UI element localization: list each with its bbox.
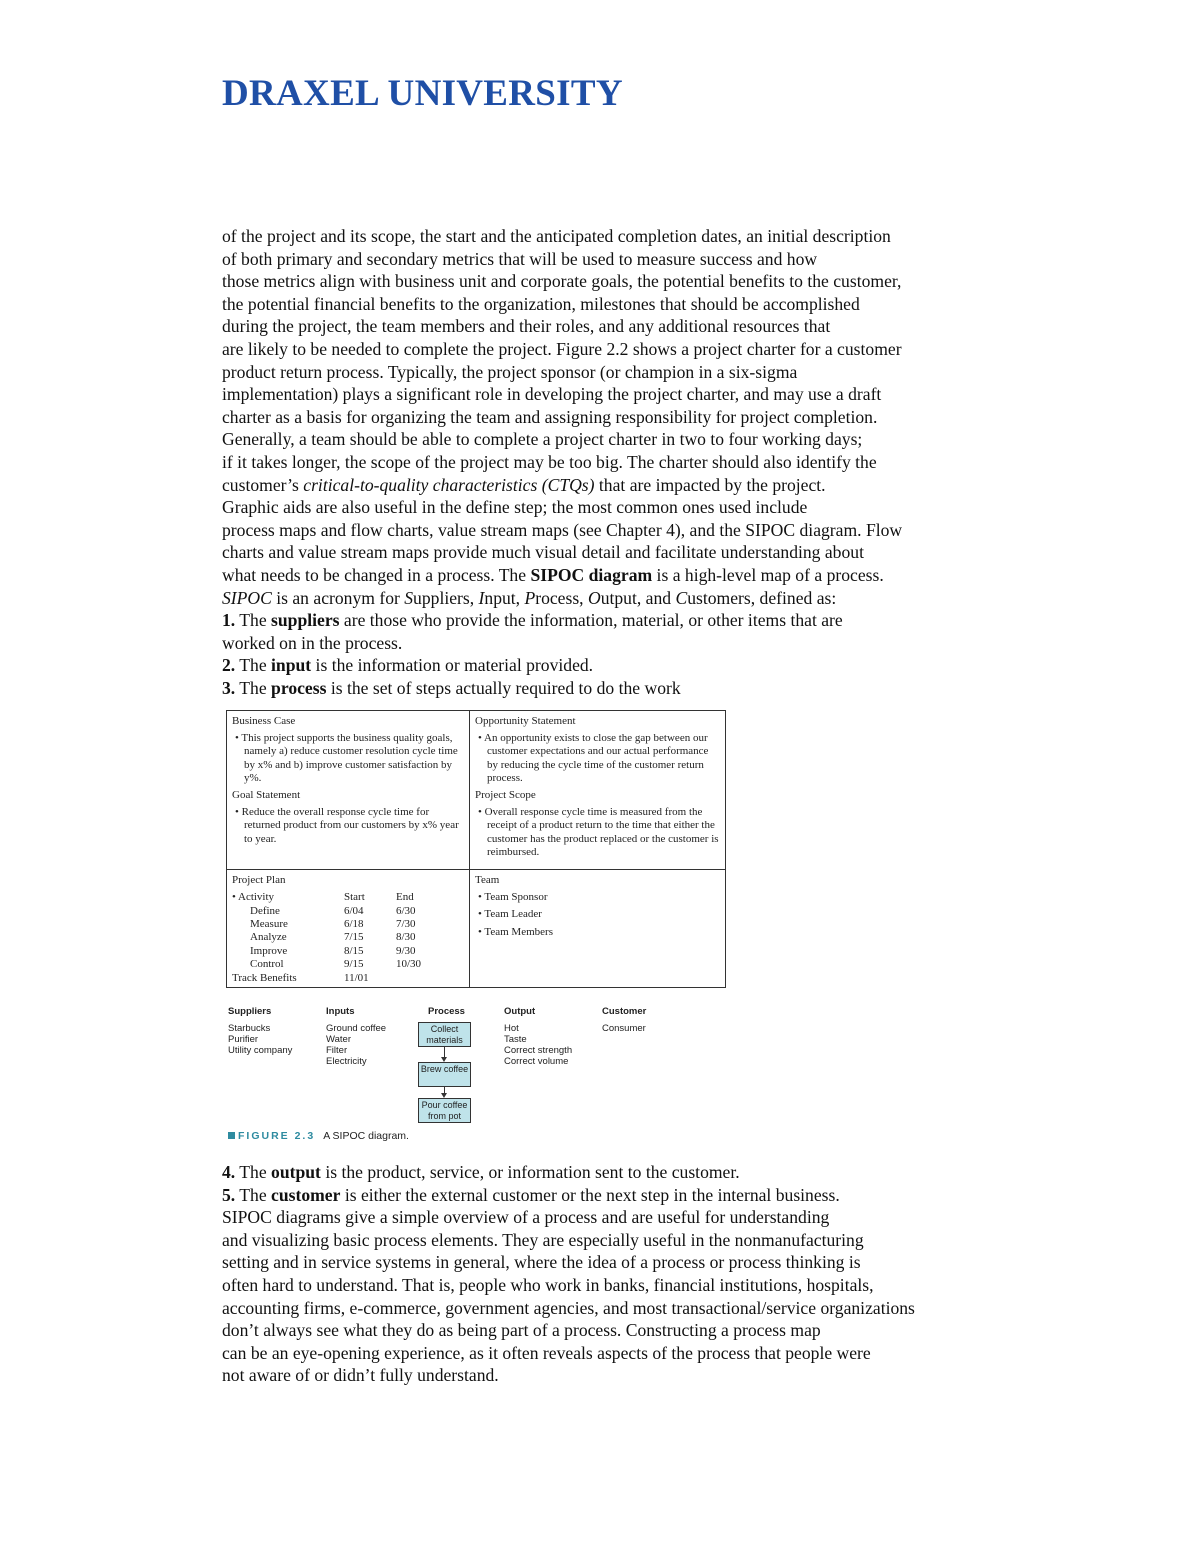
team-member-item: • Team Members <box>478 925 553 938</box>
bold-run: 5. <box>222 1184 236 1205</box>
process-heading: Process <box>428 1006 465 1017</box>
output-item: Correct strength <box>504 1045 573 1056</box>
opportunity-bullet: • An opportunity exists to close the gap between our customer expectations and our actual performance by reducing the cycle time of the customer return process. <box>478 732 709 784</box>
business-case-cell <box>227 711 470 870</box>
plan-activity-cell: Track Benefits <box>232 971 297 984</box>
text-run: accounting firms, e-commerce, government agencies, and most transactional/service organizations <box>222 1297 915 1318</box>
text-line <box>222 632 1012 655</box>
text-run: don’t always see what they do as being part of a process. Constructing a process map <box>222 1320 821 1341</box>
plan-end-cell: 9/30 <box>396 944 416 957</box>
text-line <box>222 541 1012 564</box>
plan-end-cell: 8/30 <box>396 931 416 944</box>
university-title: DRAXEL UNIVERSITY <box>222 73 623 114</box>
text-run: and visualizing basic process elements. They are especially useful in the nonmanufacturing <box>222 1229 864 1250</box>
project-plan-rows <box>232 905 464 985</box>
text-run: is the information or material provided. <box>311 655 594 676</box>
plan-start-cell: 7/15 <box>344 931 364 944</box>
process-step-box: Pour coffee from pot <box>418 1098 471 1123</box>
team-cell <box>470 870 725 987</box>
text-run: is a high-level map of a process. <box>652 564 884 585</box>
project-plan-header-row <box>232 891 464 904</box>
italic-run: critical-to-quality characteristics (CTQs) <box>303 474 595 495</box>
project-plan-cell <box>227 870 470 987</box>
figure-caption-text: A SIPOC diagram. <box>323 1130 409 1142</box>
text-run: charter as a basis for organizing the team and assigning responsibility for project completion. <box>222 406 878 427</box>
output-item: Correct volume <box>504 1056 569 1067</box>
bold-run: suppliers <box>271 610 340 631</box>
supplier-item: Starbucks <box>228 1023 271 1034</box>
plan-activity-cell: Control <box>250 958 284 971</box>
text-line <box>222 1251 1012 1274</box>
text-run: is an acronym for <box>271 587 405 608</box>
opportunity-cell <box>470 711 725 870</box>
text-run: often hard to understand. That is, people who work in banks, financial institutions, hospitals, <box>222 1274 874 1295</box>
text-line <box>222 564 1012 587</box>
project-scope-bullet: • Overall response cycle time is measured from the receipt of a product return to the time that either the customer has the product replaced or the customer is reimbursed. <box>478 806 719 858</box>
text-run: is the product, service, or information sent to the customer. <box>320 1162 740 1182</box>
sipoc-suppliers-column <box>228 1006 292 1056</box>
text-run: of the project and its scope, the start and the anticipated completion dates, an initial description <box>222 226 891 246</box>
plan-start-cell: 11/01 <box>344 971 369 984</box>
text-run: that are impacted by the project. <box>594 474 826 495</box>
text-run: The <box>235 655 272 676</box>
customer-item: Consumer <box>602 1023 646 1034</box>
plan-start-cell: 6/04 <box>344 904 364 917</box>
text-line <box>222 1229 1012 1252</box>
text-run: is the set of steps actually required to do the work <box>326 677 681 698</box>
customer-heading: Customer <box>602 1006 647 1017</box>
plan-start-cell: 9/15 <box>344 958 364 971</box>
bold-run: 4. <box>222 1162 236 1182</box>
plan-start-cell: 8/15 <box>344 944 364 957</box>
input-item: Filter <box>326 1045 348 1056</box>
text-line <box>222 315 1012 338</box>
project-plan-row <box>232 945 464 958</box>
italic-run: O <box>587 587 601 608</box>
text-run: are likely to be needed to complete the project. Figure 2.2 shows a project charter for a customer <box>222 338 902 359</box>
text-run: what needs to be changed in a process. The <box>222 564 531 585</box>
text-run: during the project, the team members and their roles, and any additional resources that <box>222 316 831 337</box>
text-run: The <box>235 610 272 631</box>
caption-square-icon <box>228 1132 235 1139</box>
figure-caption <box>228 1130 409 1142</box>
project-plan-row <box>232 905 464 918</box>
text-line <box>222 1274 1012 1297</box>
end-column-header: End <box>396 891 414 904</box>
bold-run: customer <box>271 1184 341 1205</box>
italic-run: I <box>478 587 485 608</box>
process-step-box: Brew coffee <box>418 1062 471 1087</box>
text-line <box>222 338 1012 361</box>
italic-run: S <box>404 587 414 608</box>
text-line <box>222 1184 1012 1207</box>
plan-activity-cell: Improve <box>250 944 288 957</box>
project-scope-heading: Project Scope <box>475 789 536 802</box>
bold-run: input <box>271 655 312 676</box>
text-run: if it takes longer, the scope of the project may be too big. The charter should also identify the <box>222 451 877 472</box>
team-heading: Team <box>475 874 500 886</box>
team-member-item: • Team Sponsor <box>478 891 548 904</box>
process-step-box: Collect materials <box>418 1022 471 1047</box>
text-line <box>222 248 1012 271</box>
figure-label: FIGURE 2.3 <box>238 1130 316 1142</box>
text-run: are those who provide the information, material, or other items that are <box>339 610 843 631</box>
input-item: Water <box>326 1034 351 1045</box>
business-case-heading: Business Case <box>232 715 296 727</box>
text-run: The <box>235 1184 272 1205</box>
opportunity-heading: Opportunity Statement <box>475 715 576 727</box>
input-item: Electricity <box>326 1056 367 1067</box>
start-column-header: Start <box>344 891 365 904</box>
plan-end-cell: 10/30 <box>396 958 422 971</box>
sipoc-customer-column <box>602 1006 646 1034</box>
body-paragraph-bottom <box>222 1161 1012 1387</box>
suppliers-heading: Suppliers <box>228 1006 272 1017</box>
text-run: charts and value stream maps provide much visual detail and facilitate understanding about <box>222 542 864 563</box>
bold-run: 1. <box>222 610 236 631</box>
plan-activity-cell: Measure <box>250 917 288 930</box>
goal-statement-bullet: • Reduce the overall response cycle time for returned product from our customers by x% year to year. <box>235 806 459 845</box>
plan-end-cell: 7/30 <box>396 917 416 930</box>
text-line <box>222 225 1012 248</box>
text-run: ustomers, defined as: <box>687 587 837 608</box>
plan-activity-cell: Analyze <box>250 931 287 944</box>
text-line <box>222 451 1012 474</box>
text-run: worked on in the process. <box>222 632 403 653</box>
supplier-item: Purifier <box>228 1034 259 1045</box>
text-run: customer’s <box>222 474 304 495</box>
project-plan-row <box>232 972 464 985</box>
text-line <box>222 609 1012 632</box>
project-plan-row <box>232 931 464 944</box>
italic-run: C <box>675 587 688 608</box>
plan-end-cell: 6/30 <box>396 904 416 917</box>
text-line <box>222 1342 1012 1365</box>
text-line <box>222 654 1012 677</box>
text-run: The <box>235 677 272 698</box>
text-line <box>222 361 1012 384</box>
text-line <box>222 293 1012 316</box>
text-line <box>222 677 1012 700</box>
bold-run: 3. <box>222 677 236 698</box>
text-run: Generally, a team should be able to complete a project charter in two to four working days; <box>222 429 863 450</box>
text-run: nput, <box>484 587 525 608</box>
italic-run: SIPOC <box>222 587 272 608</box>
bold-run: 2. <box>222 655 236 676</box>
italic-run: P <box>524 587 536 608</box>
text-run: process maps and flow charts, value stream maps (see Chapter 4), and the SIPOC diagram. Flow <box>222 519 903 540</box>
text-line <box>222 474 1012 497</box>
bold-run: process <box>271 677 327 698</box>
bold-run: SIPOC diagram <box>530 564 653 585</box>
text-run: implementation) plays a significant role in developing the project charter, and may use a draft <box>222 384 882 405</box>
output-item: Hot <box>504 1023 519 1034</box>
text-run: is either the external customer or the next step in the internal business. <box>340 1184 840 1205</box>
text-run: utput, and <box>600 587 676 608</box>
text-line <box>222 1364 1012 1387</box>
text-run: not aware of or didn’t fully understand. <box>222 1365 499 1386</box>
text-run: rocess, <box>535 587 588 608</box>
text-line <box>222 383 1012 406</box>
text-run: setting and in service systems in general, where the idea of a process or process thinking is <box>222 1252 861 1273</box>
goal-statement-heading: Goal Statement <box>232 789 301 802</box>
text-line <box>222 428 1012 451</box>
sipoc-process-column <box>428 1006 465 1023</box>
text-line <box>222 496 1012 519</box>
text-run: the potential financial benefits to the organization, milestones that should be accomplished <box>222 293 860 314</box>
plan-activity-cell: Define <box>250 904 280 917</box>
sipoc-output-column <box>504 1006 572 1067</box>
project-charter-figure <box>226 710 726 988</box>
body-paragraph-top <box>222 225 1012 699</box>
business-case-bullet: • This project supports the business quality goals, namely a) reduce customer resolution cycle time by x% and b) improve customer satisfaction by y%. <box>235 732 458 784</box>
text-line <box>222 1297 1012 1320</box>
text-run: Graphic aids are also useful in the define step; the most common ones used include <box>222 497 808 518</box>
sipoc-inputs-column <box>326 1006 386 1067</box>
team-member-item: • Team Leader <box>478 908 542 921</box>
output-heading: Output <box>504 1006 536 1017</box>
text-line <box>222 1206 1012 1229</box>
text-run: can be an eye-opening experience, as it often reveals aspects of the process that people were <box>222 1342 871 1363</box>
text-line <box>222 406 1012 429</box>
supplier-item: Utility company <box>228 1045 293 1056</box>
text-run: those metrics align with business unit and corporate goals, the potential benefits to the customer, <box>222 271 902 292</box>
text-run: product return process. Typically, the project sponsor (or champion in a six-sigma <box>222 361 798 382</box>
activity-column-header: • Activity <box>232 891 275 904</box>
text-line <box>222 1319 1012 1342</box>
inputs-heading: Inputs <box>326 1006 355 1017</box>
text-line <box>222 1161 1012 1184</box>
text-line <box>222 587 1012 610</box>
text-run: of both primary and secondary metrics that will be used to measure success and how <box>222 248 818 269</box>
text-run: SIPOC diagrams give a simple overview of a process and are useful for understanding <box>222 1207 830 1228</box>
bold-run: output <box>271 1162 321 1182</box>
plan-end-cell <box>396 972 446 985</box>
text-line <box>222 519 1012 542</box>
input-item: Ground coffee <box>326 1023 387 1034</box>
output-item: Taste <box>504 1034 527 1045</box>
text-run: The <box>235 1162 272 1182</box>
project-plan-row <box>232 958 464 971</box>
plan-start-cell: 6/18 <box>344 917 364 930</box>
text-line <box>222 270 1012 293</box>
project-plan-row <box>232 918 464 931</box>
project-plan-heading: Project Plan <box>232 874 286 886</box>
text-run: uppliers, <box>413 587 479 608</box>
